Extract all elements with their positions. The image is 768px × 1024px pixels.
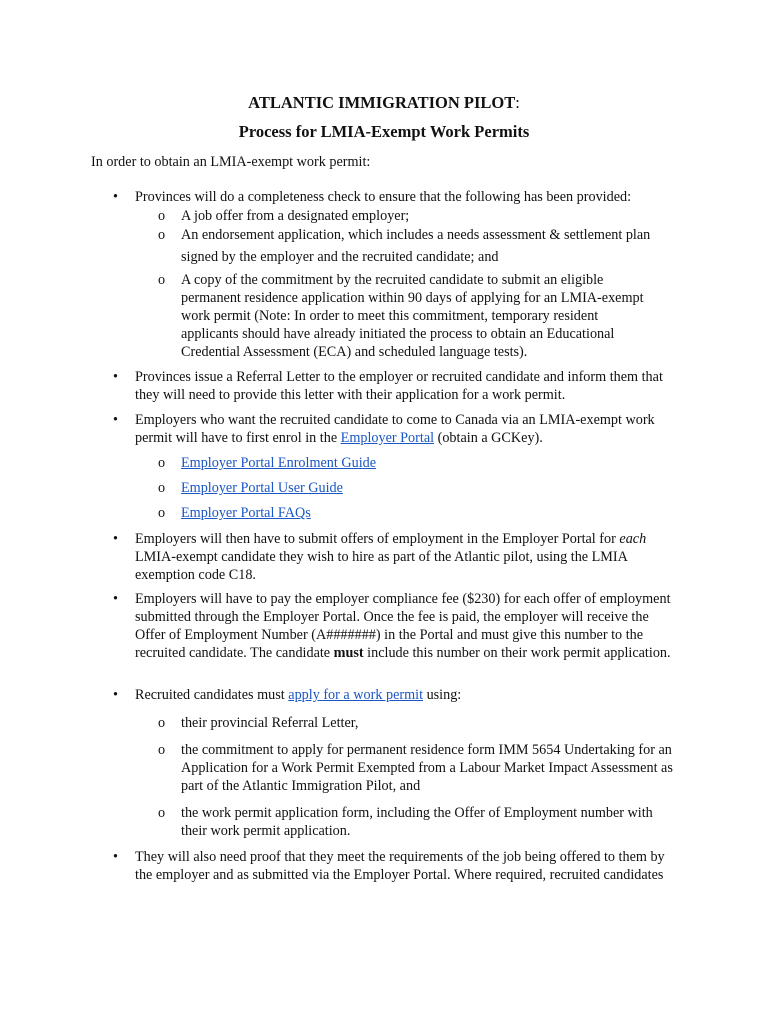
sub-item-endorsement: An endorsement application, which includes a needs assessment & settlement plan <box>181 227 651 243</box>
sub-marker: o <box>158 805 166 821</box>
sub-marker: o <box>158 505 166 521</box>
sub-item-link <box>181 479 681 497</box>
sub-marker: o <box>158 480 166 496</box>
document-subtitle: Process for LMIA-Exempt Work Permits <box>238 122 530 141</box>
employer-portal-link[interactable]: Employer Portal <box>340 430 435 446</box>
bullet-marker: • <box>113 531 118 547</box>
bullet-completeness-check: Provinces will do a completeness check to ensure that the following has been provided: <box>135 189 632 205</box>
sub-marker: o <box>158 715 166 731</box>
sub-marker: o <box>158 227 166 243</box>
sub-item-endorsement-cont: signed by the employer and the recruited candidate; and <box>181 249 499 265</box>
sub-item-commitment: A copy of the commitment by the recruited candidate to submit an eligible permanent residence application within 90 days of applying for an LMIA-exempt work permit (Note: In order to meet this commitment, temporary resident applicants should have already initiated the process to obtain an Educational Credential Assessment (ECA) and scheduled language tests). <box>181 272 644 360</box>
sub-marker: o <box>158 455 166 471</box>
sub-marker: o <box>158 272 166 288</box>
sub-marker: o <box>158 208 166 224</box>
bullet-compliance-fee: Employers will have to pay the employer compliance fee ($230) for each offer of employment submitted through the Employer Portal. Once the fee is paid, the employer will receive the Offer of Employment Number (A#######) in the Portal and must give this number to the recruited candidate. The candidate must include this number on their work permit application. <box>135 591 671 661</box>
sub-item-link <box>181 454 681 472</box>
bullet-marker: • <box>113 687 118 703</box>
sub-item-job-offer: A job offer from a designated employer; <box>181 208 410 224</box>
apply-work-permit-link[interactable]: apply for a work permit <box>288 687 424 703</box>
bullet-referral-letter: Provinces issue a Referral Letter to the employer or recruited candidate and inform them that they will need to provide this letter with their application for a work permit. <box>135 369 663 403</box>
document-title: ATLANTIC IMMIGRATION PILOT: <box>248 93 520 112</box>
sub-marker: o <box>158 742 166 758</box>
bullet-submit-offers: Employers will then have to submit offers of employment in the Employer Portal for each LMIA-exempt candidate they wish to hire as part of the Atlantic pilot, using the LMIA exemption code C18. <box>135 531 647 583</box>
bullet-employer-enrol: Employers who want the recruited candidate to come to Canada via an LMIA-exempt work permit will have to first enrol in the Employer Portal (obtain a GCKey). <box>135 412 655 446</box>
enrolment-guide-link[interactable]: Employer Portal Enrolment Guide <box>181 455 377 471</box>
sub-item-imm5654: the commitment to apply for permanent residence form IMM 5654 Undertaking for an Application for a Work Permit Exempted from a Labour Market Impact Assessment as part of the Atlantic Immigration Pilot, and <box>181 742 673 794</box>
faqs-link[interactable]: Employer Portal FAQs <box>181 505 311 521</box>
bullet-marker: • <box>113 591 118 607</box>
intro-text: In order to obtain an LMIA-exempt work permit: <box>91 154 371 170</box>
bullet-marker: • <box>113 189 118 205</box>
bullet-marker: • <box>113 369 118 385</box>
bullet-marker: • <box>113 412 118 428</box>
sub-item-referral: their provincial Referral Letter, <box>181 715 359 731</box>
bullet-marker: • <box>113 849 118 865</box>
sub-item-application-form: the work permit application form, including the Offer of Employment number with their work permit application. <box>181 805 653 839</box>
bullet-apply-work-permit: Recruited candidates must apply for a work permit using: <box>135 687 462 703</box>
sub-item-link <box>181 504 681 522</box>
user-guide-link[interactable]: Employer Portal User Guide <box>181 480 343 496</box>
bullet-proof-requirements: They will also need proof that they meet the requirements of the job being offered to them by the employer and as submitted via the Employer Portal. Where required, recruited candidates <box>135 849 665 883</box>
